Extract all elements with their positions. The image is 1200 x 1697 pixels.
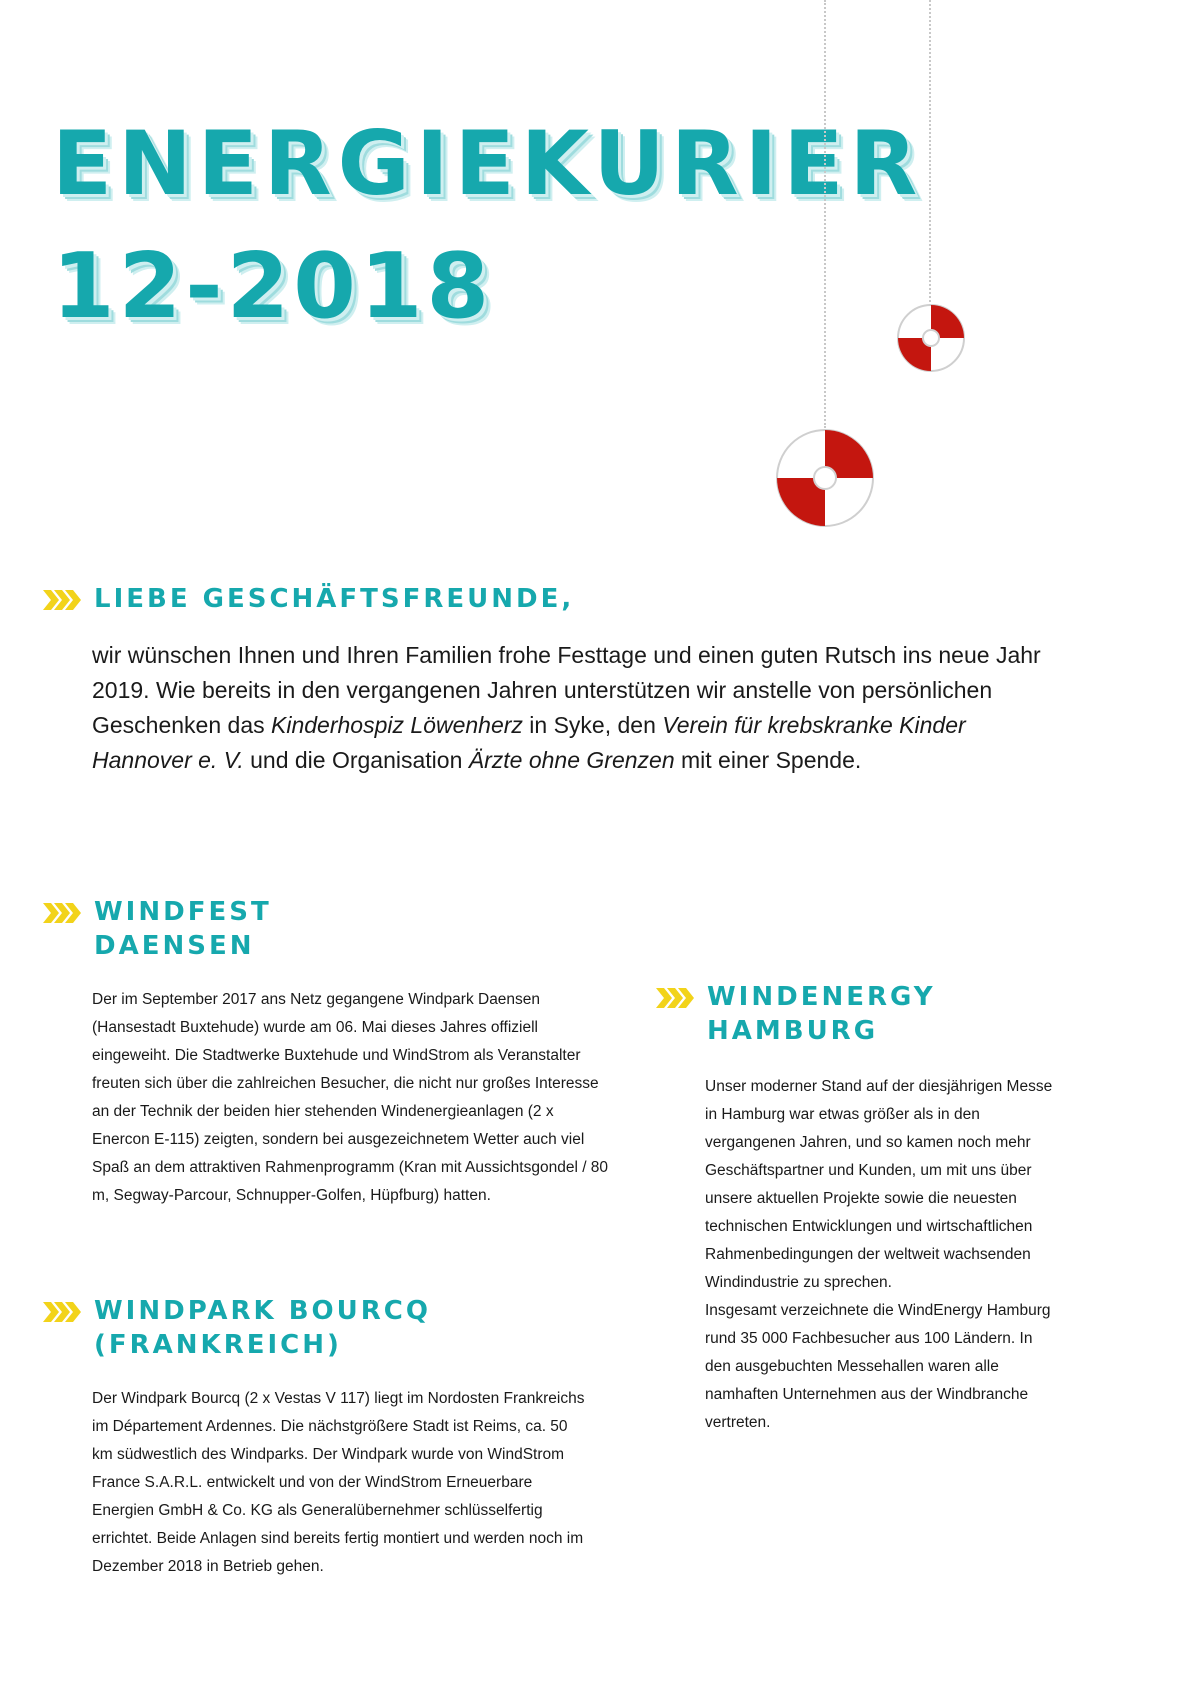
windenergy-body-paragraph-1: Unser moderner Stand auf der diesjährigen Messe in Hamburg war etwas größer als in den vergangenen Jahren, und so kamen noch mehr Geschäftspartner und Kunden, um mit uns über unsere aktuellen Projekte sowie die neuesten technischen Entwicklungen und wirtschaftlichen Rahmenbedingungen der weltweit wachsenden Windindustrie zu sprechen. — [705, 1078, 1053, 1291]
intro-italic-1: Kinderhospiz Löwenherz — [271, 712, 523, 738]
intro-heading — [94, 582, 574, 616]
windenergy-body-paragraph-2: Insgesamt verzeichnete die WindEnergy Hamburg rund 35 000 Fachbesucher aus 100 Ländern. In den ausgebuchten Messehallen waren alle namhaften Unternehmen aus der Windbranche vertreten. — [705, 1302, 1051, 1431]
windenergy-body — [705, 1073, 1060, 1437]
windenergy-heading-line1: WINDENERGY — [707, 982, 936, 1012]
intro-italic-2: Verein für krebskranke Kinder Hannover e. V. — [92, 712, 966, 773]
chevron-icon — [656, 986, 696, 1010]
bourcq-body: Der Windpark Bourcq (2 x Vestas V 117) liegt im Nordosten Frankreichs im Département Ardennes. Die nächstgrößere Stadt ist Reims, ca. 50 km südwestlich des Windparks. Der Windpark wurde von WindStrom France S.A.R.L. entwickelt und von der WindStrom Erneuerbare Energien GmbH & Co. KG als Generalübernehmer schlüsselfertig errichtet. Beide Anlagen sind bereits fertig montiert und werden noch im Dezember 2018 in Betrieb gehen. — [92, 1390, 585, 1575]
windenergy-heading-line2: HAMBURG — [707, 1016, 879, 1046]
chevron-icon — [43, 1300, 83, 1324]
windfest-heading-line2: DAENSEN — [94, 931, 255, 961]
intro-italic-3: Ärzte ohne Grenzen — [468, 747, 675, 773]
windfest-heading — [94, 895, 272, 963]
page-title: ENERGIEKURIER — [52, 112, 924, 215]
intro-text-3: und die Organisation — [243, 747, 469, 773]
chevron-icon — [43, 588, 83, 612]
intro-text-4: mit einer Spende. — [674, 747, 862, 773]
windfest-body: Der im September 2017 ans Netz gegangene Windpark Daensen (Hansestadt Buxtehude) wurde am 06. Mai dieses Jahres offiziell eingeweiht. Die Stadtwerke Buxtehude und WindStrom als Veranstalter freuten sich über die zahlreichen Besucher, die nicht nur großes Interesse an der Technik der beiden hier stehenden Windenergieanlagen (2 x Enercon E-115) zeigten, sondern bei ausgezeichnetem Wetter auch viel Spaß an dem attraktiven Rahmenprogramm (Kran mit Aussichtsgondel / 80 m, Segway-Parcour, Schnupper-Golfen, Hüpfburg) hatten. — [92, 991, 609, 1204]
intro-text-1: wir wünschen Ihnen und Ihren Familien frohe Festtage und einen guten Rutsch ins neue Jahr 2019. Wie bereits in den vergangenen Jahren unterstützen wir anstelle von persönlichen Geschenken das — [92, 642, 1041, 738]
page-subtitle-issue: 12-2018 — [52, 234, 494, 339]
intro-paragraph — [92, 638, 1052, 778]
ornament-string-large — [824, 0, 826, 428]
ornament-small-icon — [896, 303, 966, 373]
ornament-string-small — [929, 0, 931, 306]
bourcq-heading-line1: WINDPARK BOURCQ — [94, 1296, 431, 1326]
bourcq-heading-line2: (FRANKREICH) — [94, 1330, 342, 1360]
intro-text-2: in Syke, den — [522, 712, 663, 738]
ornament-large-icon — [775, 428, 875, 528]
bourcq-heading — [94, 1294, 431, 1362]
windfest-heading-line1: WINDFEST — [94, 897, 272, 927]
chevron-icon — [43, 901, 83, 925]
windenergy-heading — [707, 980, 936, 1048]
intro-heading-text: LIEBE GESCHÄFTSFREUNDE, — [94, 584, 575, 614]
